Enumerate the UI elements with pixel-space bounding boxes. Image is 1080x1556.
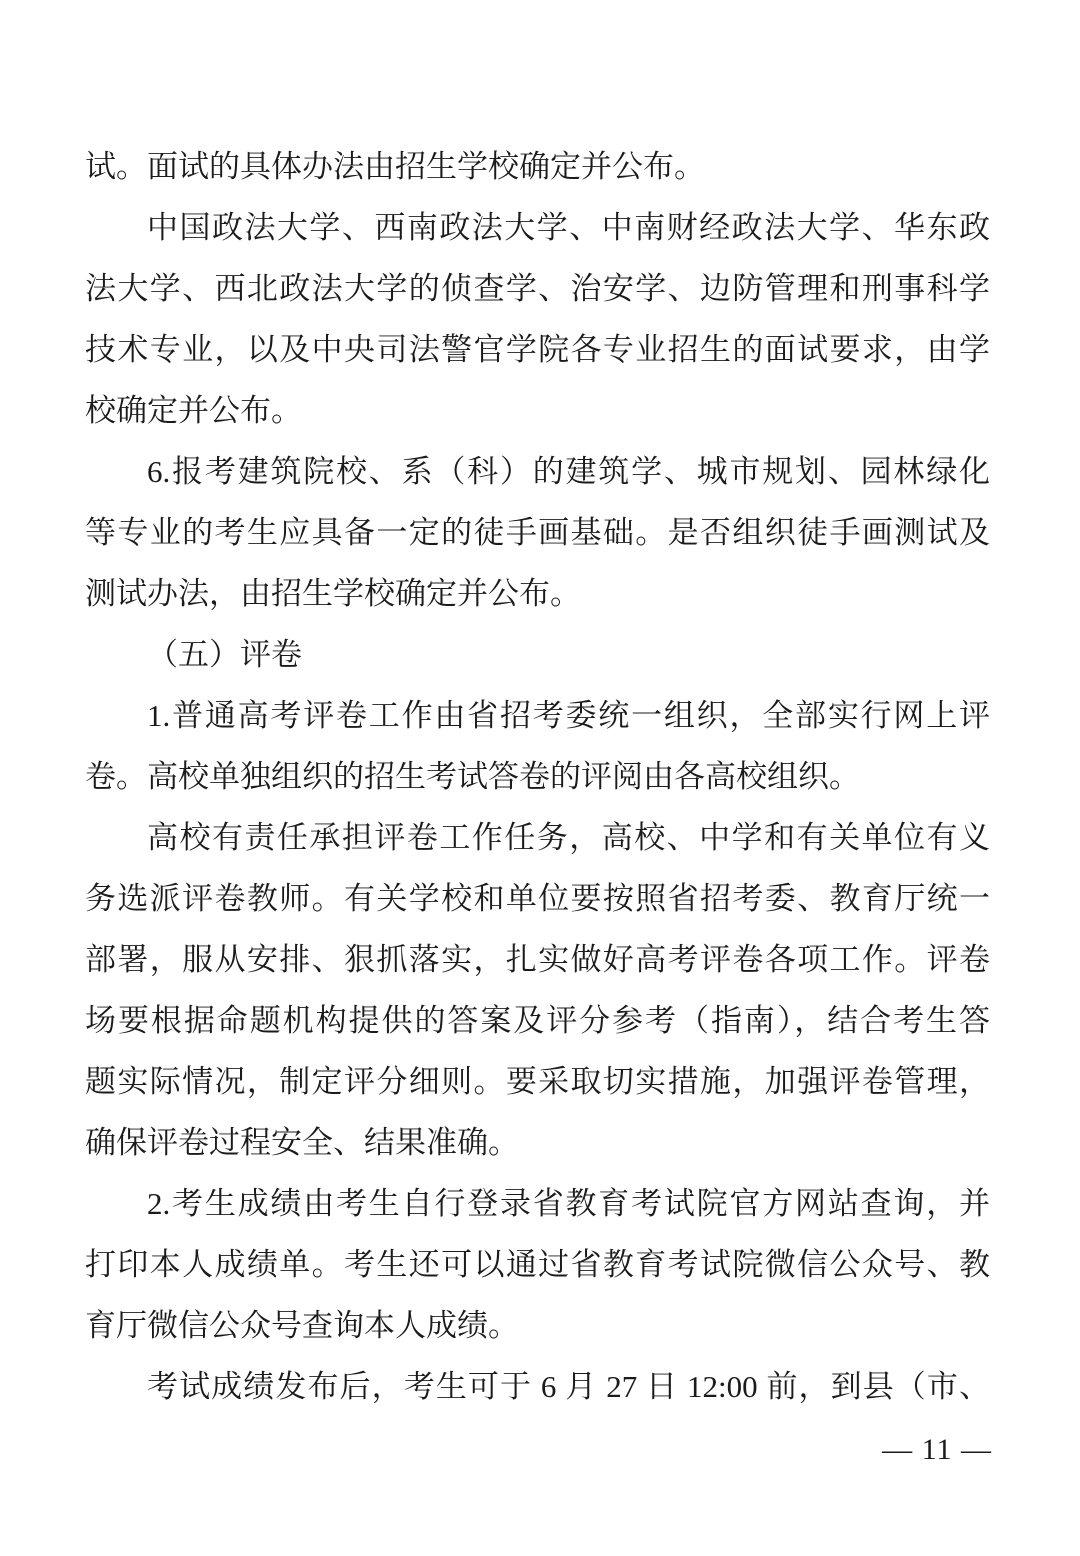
text-line: 校确定并公布。 [85,393,302,428]
text-line: 1.普通高考评卷工作由省招考委统一组织，全部实行网上评 [147,698,990,733]
text-line: 题实际情况，制定评分细则。要采取切实措施，加强评卷管理， [85,1064,990,1099]
text-line: 育厅微信公众号查询本人成绩。 [85,1308,519,1343]
text-line: 技术专业，以及中央司法警官学院各专业招生的面试要求，由学 [85,332,990,367]
text-line: 务选派评卷教师。有关学校和单位要按照省招考委、教育厅统一 [85,881,990,916]
text-line: 部署，服从安排、狠抓落实，扎实做好高考评卷各项工作。评卷 [85,942,990,977]
body-text [85,136,990,1417]
text-line: 测试办法，由招生学校确定并公布。 [85,576,581,611]
text-line: 试。面试的具体办法由招生学校确定并公布。 [85,149,705,184]
text-line: 确保评卷过程安全、结果准确。 [85,1125,519,1160]
text-line: 考试成绩发布后，考生可于 6 月 27 日 12:00 前，到县（市、 [147,1369,990,1404]
text-line: 2.考生成绩由考生自行登录省教育考试院官方网站查询，并 [147,1186,990,1221]
text-line: 高校有责任承担评卷工作任务，高校、中学和有关单位有义 [147,820,990,855]
page-number: — 11 — [882,1433,992,1466]
text-line: 场要根据命题机构提供的答案及评分参考（指南），结合考生答 [85,1003,990,1038]
text-line: 法大学、西北政法大学的侦查学、治安学、边防管理和刑事科学 [85,271,990,306]
text-line: 打印本人成绩单。考生还可以通过省教育考试院微信公众号、教 [85,1247,990,1282]
text-line: 等专业的考生应具备一定的徒手画基础。是否组织徒手画测试及 [85,515,990,550]
text-line: 中国政法大学、西南政法大学、中南财经政法大学、华东政 [147,210,990,245]
text-line: 卷。高校单独组织的招生考试答卷的评阅由各高校组织。 [85,759,860,794]
section-heading: （五）评卷 [147,637,302,672]
text-line: 6.报考建筑院校、系（科）的建筑学、城市规划、园林绿化 [147,454,990,489]
